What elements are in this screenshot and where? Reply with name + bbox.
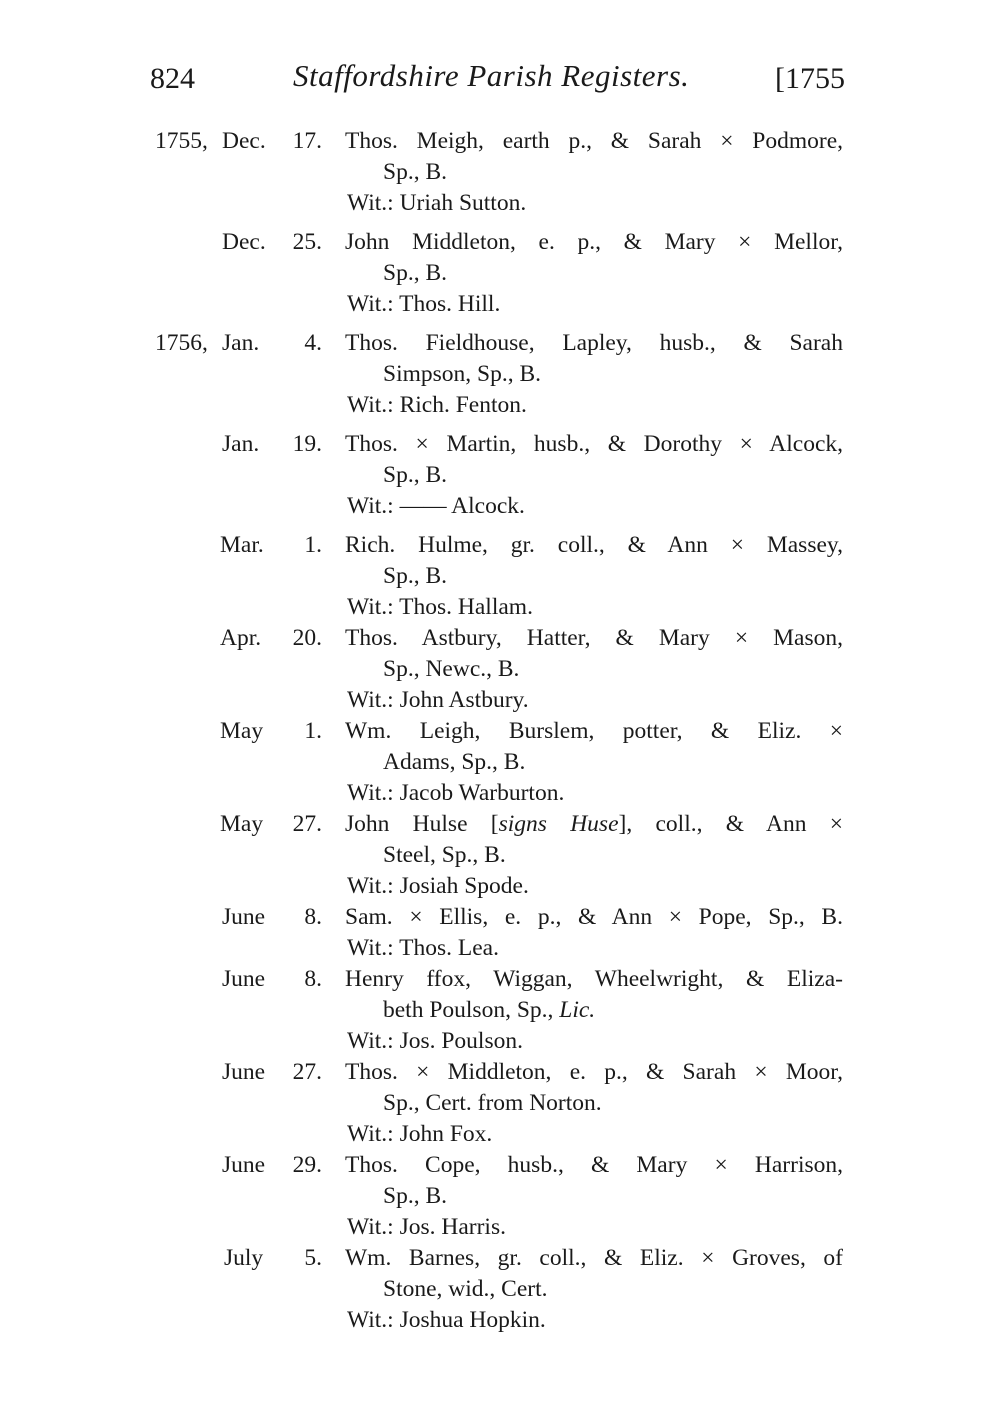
entry-day: 8. [304,966,322,992]
entry-text [345,1243,843,1336]
entry-date [150,1150,322,1181]
entry-line: Thos. Fieldhouse, Lapley, husb., & Sarah [345,330,843,356]
entry-text [345,902,843,964]
entry-day: 19. [292,431,322,457]
entry-month: Dec. [222,128,266,154]
licence-note: Lic. [559,997,596,1023]
entry-month: June [222,966,266,992]
entry-text [345,227,843,320]
register-entries [0,126,1000,1336]
entry-line: John Hulse [signs Huse], coll., & Ann × [345,811,844,837]
signs-note: signs Huse [498,811,619,837]
entry-date [150,902,322,933]
register-entry [0,1057,1000,1150]
entry-witness: Wit.: Thos. Lea. [347,935,499,961]
entry-month: June [222,1059,266,1085]
entry-text [345,1150,843,1243]
entry-witness: Wit.: John Fox. [347,1121,493,1147]
entry-date [150,716,322,747]
register-entry [0,964,1000,1057]
running-title: Staffordshire Parish Registers. [293,58,690,93]
entry-date [150,1243,322,1274]
entry-day: 27. [292,811,322,837]
entry-month: Apr. [220,625,262,651]
entry-witness: Wit.: Uriah Sutton. [347,190,527,216]
entry-witness: Wit.: Thos. Hallam. [347,594,533,620]
entry-day: 25. [292,229,322,255]
entry-day: 1. [304,718,322,744]
entry-text [345,328,843,421]
entry-day: 8. [304,904,322,930]
entry-witness: Wit.: Thos. Hill. [347,291,501,317]
entry-month: Jan. [222,330,260,356]
entry-text [345,716,843,809]
register-entry [0,1150,1000,1243]
entry-witness: Wit.: Joshua Hopkin. [347,1307,546,1333]
entry-day: 1. [304,532,322,558]
entry-continuation: Sp., B. [383,563,447,589]
entry-witness: Wit.: Rich. Fenton. [347,392,527,418]
entry-witness: Wit.: Jos. Harris. [347,1214,506,1240]
entry-date [150,429,322,460]
register-entry [0,716,1000,809]
entry-continuation: beth Poulson, Sp., Lic. [383,997,596,1023]
entry-continuation: Sp., B. [383,462,447,488]
entry-line: John Middleton, e. p., & Mary × Mellor, [345,229,843,255]
register-entry [0,328,1000,421]
entry-text [345,429,843,522]
entry-date [150,809,322,840]
year-mark: [1755 [775,62,845,95]
entry-line: Wm. Leigh, Burslem, potter, & Eliz. × [345,718,843,744]
entry-witness: Wit.: Jos. Poulson. [347,1028,523,1054]
entry-witness: Wit.: —— Alcock. [347,493,525,519]
page-header [150,58,845,98]
entry-day: 29. [292,1152,322,1178]
entry-continuation: Steel, Sp., B. [383,842,506,868]
register-entry [0,227,1000,320]
entry-day: 27. [292,1059,322,1085]
entry-continuation: Stone, wid., Cert. [383,1276,548,1302]
entry-date [150,623,322,654]
entry-continuation: Sp., Newc., B. [383,656,520,682]
entry-line: Henry ffox, Wiggan, Wheelwright, & Eliza- [345,966,843,992]
entry-month: Jan. [222,431,260,457]
register-entry [0,530,1000,623]
register-entry [0,1243,1000,1336]
entry-date [150,1057,322,1088]
entry-line: Thos. × Middleton, e. p., & Sarah × Moor, [345,1059,843,1085]
entry-text [345,623,843,716]
entry-month: Mar. [220,532,264,558]
entry-continuation: Sp., B. [383,260,447,286]
register-entry [0,809,1000,902]
entry-date [150,328,322,359]
entry-year: 1756, [155,330,208,356]
entry-text [345,126,843,219]
entry-date [150,530,322,561]
entry-witness: Wit.: Jacob Warburton. [347,780,565,806]
entry-continuation: Sp., B. [383,1183,447,1209]
entry-day: 5. [304,1245,322,1271]
entry-continuation: Sp., B. [383,159,447,185]
entry-date [150,126,322,157]
entry-month: May [220,811,264,837]
entry-line: Thos. Astbury, Hatter, & Mary × Mason, [345,625,843,651]
entry-witness: Wit.: John Astbury. [347,687,529,713]
entry-text [345,964,843,1057]
entry-month: June [222,904,266,930]
register-entry [0,623,1000,716]
entry-line: Thos. × Martin, husb., & Dorothy × Alcock, [345,431,843,457]
register-entry [0,902,1000,964]
entry-day: 17. [292,128,322,154]
entry-date [150,227,322,258]
entry-continuation: Simpson, Sp., B. [383,361,542,387]
entry-month: Dec. [222,229,266,255]
entry-line: Sam. × Ellis, e. p., & Ann × Pope, Sp., B. [345,904,843,930]
entry-text [345,809,843,902]
entry-text [345,1057,843,1150]
entry-witness: Wit.: Josiah Spode. [347,873,529,899]
page-number: 824 [150,62,195,95]
entry-continuation: Sp., Cert. from Norton. [383,1090,602,1116]
entry-month: June [222,1152,266,1178]
entry-month: July [224,1245,264,1271]
entry-line: Wm. Barnes, gr. coll., & Eliz. × Groves, of [345,1245,843,1271]
entry-year: 1755, [155,128,208,154]
entry-line: Thos. Meigh, earth p., & Sarah × Podmore, [345,128,843,154]
entry-continuation: Adams, Sp., B. [383,749,526,775]
entry-date [150,964,322,995]
register-entry [0,429,1000,522]
entry-day: 4. [304,330,322,356]
entry-month: May [220,718,264,744]
entry-day: 20. [292,625,322,651]
register-entry [0,126,1000,219]
entry-line: Thos. Cope, husb., & Mary × Harrison, [345,1152,843,1178]
entry-line: Rich. Hulme, gr. coll., & Ann × Massey, [345,532,843,558]
entry-text [345,530,843,623]
